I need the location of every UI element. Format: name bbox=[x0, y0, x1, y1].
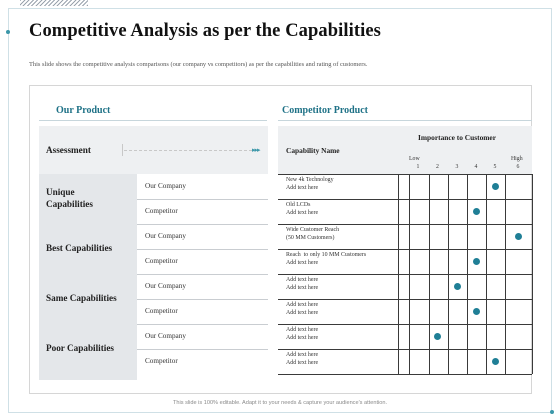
capability-cell: Add text here Add text here bbox=[286, 277, 319, 291]
grid-row-line bbox=[278, 374, 532, 375]
competitor-product-header: Competitor Product bbox=[282, 105, 369, 116]
footer-note: This slide is 100% editable. Adapt it to your needs & capture your audience's attention. bbox=[172, 400, 388, 406]
scale-high-label: High bbox=[511, 156, 523, 162]
arrow-right-icon: ▸▸▸ bbox=[252, 146, 260, 154]
grid-column-line bbox=[429, 174, 430, 374]
entity-label: Competitor bbox=[145, 257, 178, 265]
entity-label: Competitor bbox=[145, 357, 178, 365]
rating-dot bbox=[454, 283, 461, 290]
grid-row-line bbox=[278, 324, 532, 325]
rating-dot bbox=[473, 308, 480, 315]
grid-column-line bbox=[409, 174, 410, 374]
grid-row-line bbox=[278, 199, 532, 200]
entity-row-divider bbox=[137, 249, 268, 250]
grid-row-line bbox=[278, 299, 532, 300]
scale-low-label: Low bbox=[409, 156, 420, 162]
arrow-tick bbox=[122, 144, 123, 156]
entity-label: Competitor bbox=[145, 307, 178, 315]
our-product-header: Our Product bbox=[56, 105, 111, 116]
entity-label: Our Company bbox=[145, 332, 186, 340]
scale-column-number: 4 bbox=[474, 164, 478, 170]
assessment-label: Assessment bbox=[46, 145, 91, 155]
header-underline bbox=[39, 120, 267, 121]
rating-dot bbox=[492, 183, 499, 190]
header-underline bbox=[278, 120, 532, 121]
entity-row-divider bbox=[137, 199, 268, 200]
assessment-arrow-line bbox=[124, 150, 252, 151]
capability-name-label: Capability Name bbox=[286, 146, 340, 155]
rating-dot bbox=[473, 258, 480, 265]
capability-cell: Old LCDs Add text here bbox=[286, 202, 319, 216]
grid-column-line bbox=[467, 174, 468, 374]
entity-label: Our Company bbox=[145, 232, 186, 240]
slide-title: Competitive Analysis as per the Capabilities bbox=[29, 21, 381, 41]
scale-column-number: 2 bbox=[436, 164, 439, 170]
capability-group-label: Same Capabilities bbox=[46, 293, 117, 303]
decorative-hatch bbox=[20, 0, 88, 6]
rating-dot bbox=[492, 358, 499, 365]
slide-description: This slide shows the competitive analysis comparisons (our company vs competitors) as per the capabilities and rating of customers. bbox=[29, 61, 368, 68]
capability-group-label: Unique Capabilities bbox=[46, 187, 93, 209]
grid-row-line bbox=[278, 249, 532, 250]
entity-row-divider bbox=[137, 224, 268, 225]
capability-group-label: Best Capabilities bbox=[46, 243, 113, 253]
capability-group-label: Poor Capabilities bbox=[46, 343, 114, 353]
capability-cell: New 4k Technology Add text here bbox=[286, 177, 334, 191]
capability-cell: Reach to only 10 MM Customers Add text here bbox=[286, 252, 367, 266]
rating-dot bbox=[473, 208, 480, 215]
rating-dot bbox=[434, 333, 441, 340]
scale-column-number: 3 bbox=[455, 164, 459, 170]
grid-row-line bbox=[278, 174, 532, 175]
scale-column-number: 5 bbox=[493, 164, 497, 170]
importance-label: Importance to Customer bbox=[418, 133, 496, 142]
scale-column-number: 6 bbox=[516, 164, 520, 170]
grid-row-line bbox=[278, 349, 532, 350]
grid-column-line bbox=[532, 174, 533, 374]
capability-cell: Add text here Add text here bbox=[286, 327, 319, 341]
rating-dot bbox=[515, 233, 522, 240]
entity-row-divider bbox=[137, 299, 268, 300]
frame-corner-dot bbox=[550, 410, 554, 414]
entity-label: Competitor bbox=[145, 207, 178, 215]
capability-cell: Wide Customer Reach (50 MM Customers) bbox=[286, 227, 340, 241]
entity-label: Our Company bbox=[145, 282, 186, 290]
entity-label: Our Company bbox=[145, 182, 186, 190]
grid-column-line bbox=[448, 174, 449, 374]
grid-row-line bbox=[278, 224, 532, 225]
entity-row-divider bbox=[137, 349, 268, 350]
grid-column-line bbox=[505, 174, 506, 374]
entity-row-divider bbox=[137, 324, 268, 325]
capability-cell: Add text here Add text here bbox=[286, 302, 319, 316]
frame-corner-dot bbox=[6, 30, 10, 34]
grid-row-line bbox=[278, 274, 532, 275]
entity-row-divider bbox=[137, 274, 268, 275]
grid-column-line bbox=[486, 174, 487, 374]
capability-cell: Add text here Add text here bbox=[286, 352, 319, 366]
scale-column-number: 1 bbox=[416, 164, 420, 170]
grid-column-line bbox=[398, 174, 399, 374]
